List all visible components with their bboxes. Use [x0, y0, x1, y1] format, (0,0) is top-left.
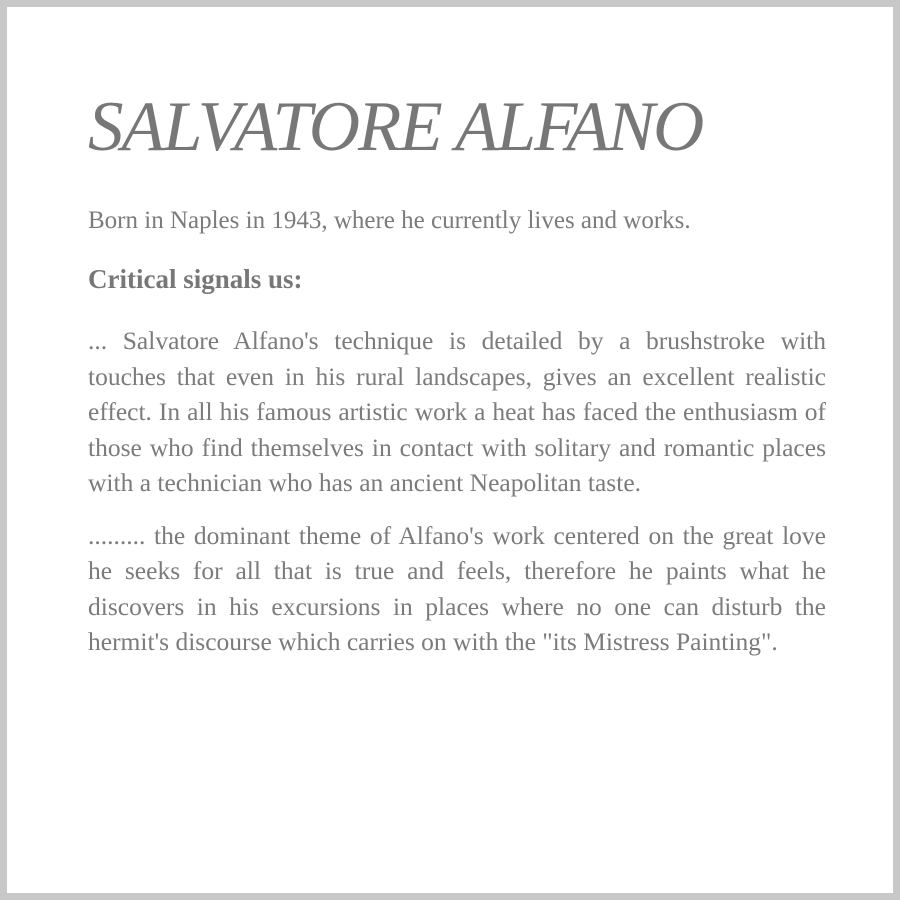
document-body [88, 87, 826, 660]
critique-paragraph: ... Salvatore Alfano's technique is detailed by a brushstroke with touches that even in his rural landscapes, gives an excellent realistic effect. In all his famous artistic work a heat has faced the enthusiasm of those who find themselves in contact with solitary and romantic places with a technician who has an ancient Neapolitan taste. [88, 326, 826, 497]
biography-intro: Born in Naples in 1943, where he currently lives and works. [88, 207, 691, 234]
page-title: SALVATORE ALFANO [88, 88, 703, 166]
critics-heading: Critical signals us: [88, 264, 303, 294]
critique-paragraph: ......... the dominant theme of Alfano's work centered on the great love he seeks for all that is true and feels, therefore he paints what he discovers in his excursions in places where no one can disturb the hermit's discourse which carries on with the "its Mistress Painting". [88, 520, 826, 656]
